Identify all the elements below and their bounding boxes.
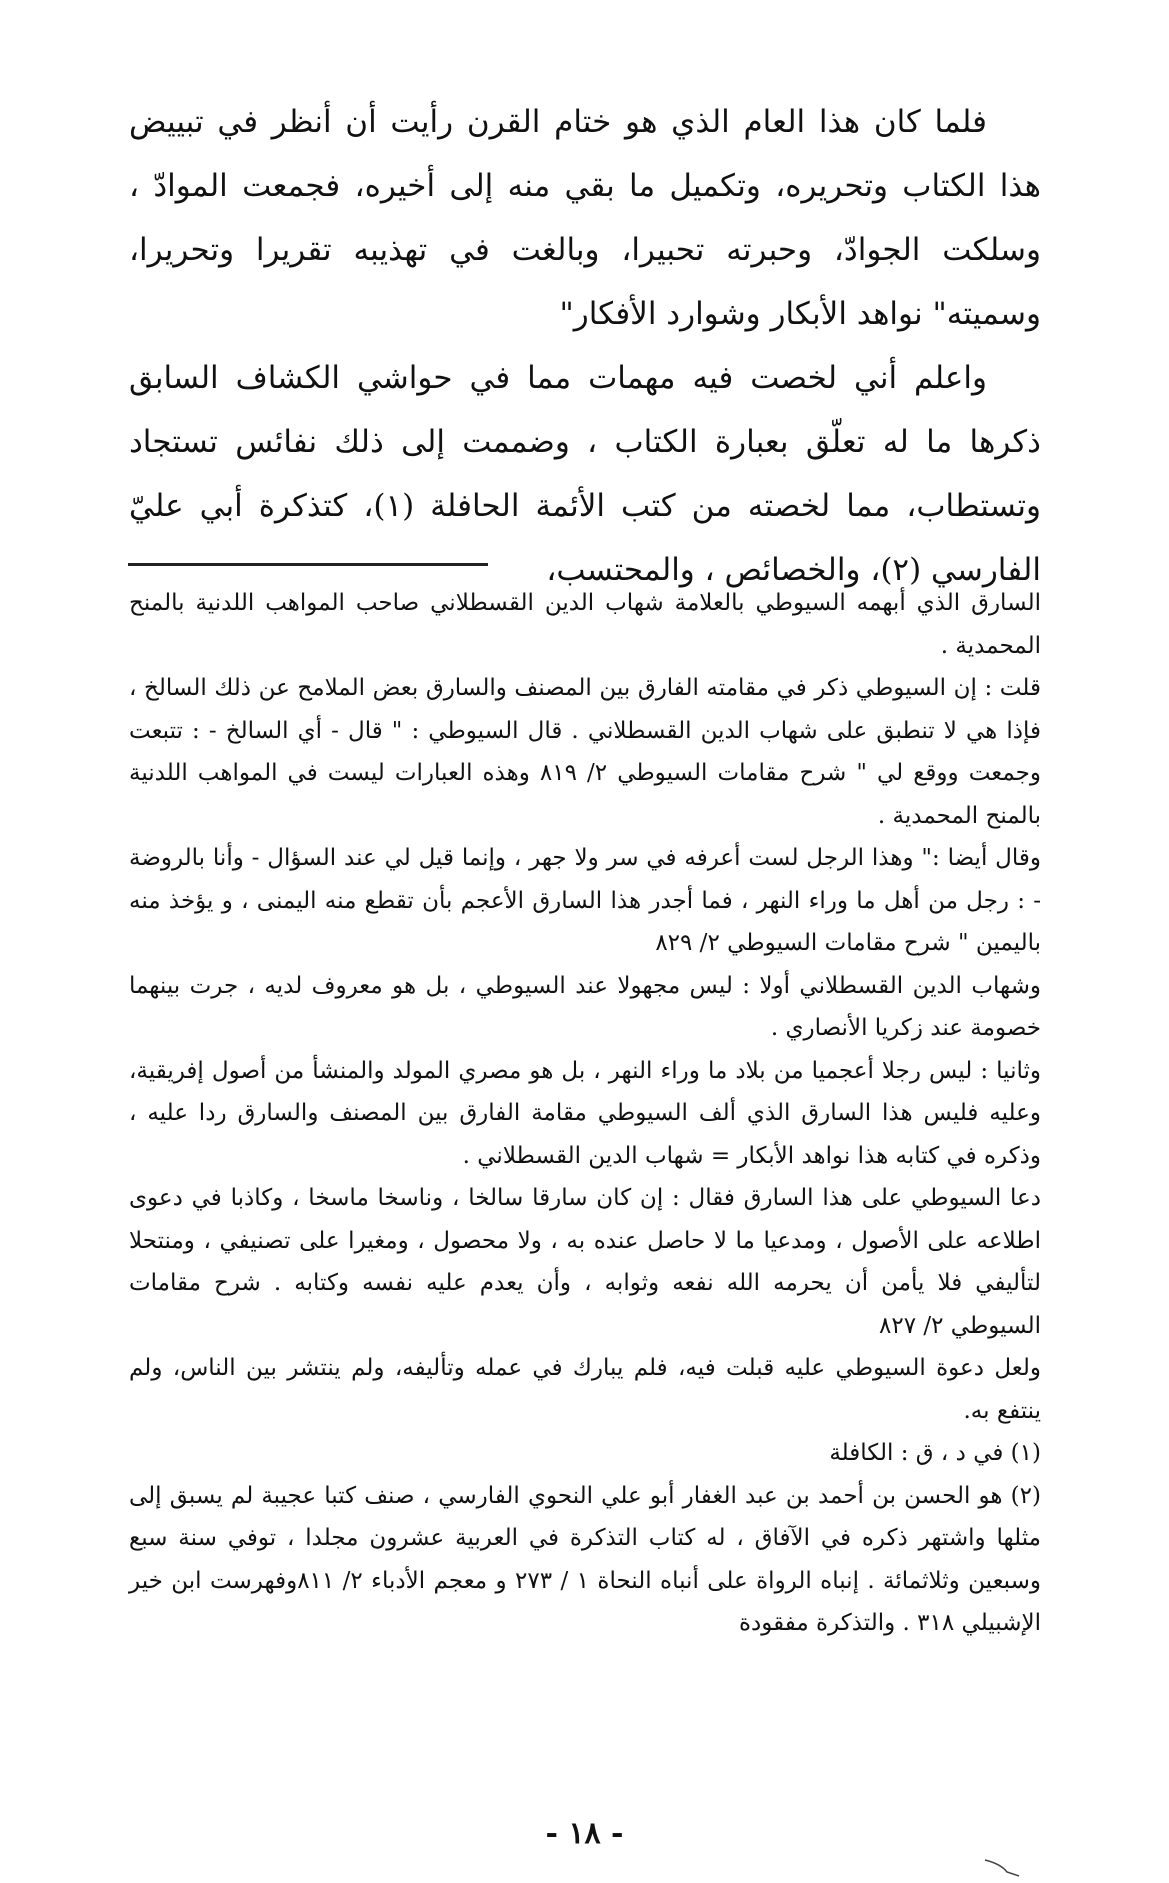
scan-corner-mark <box>983 1858 1021 1878</box>
main-paragraph-2: واعلم أني لخصت فيه مهمات مما في حواشي الكشاف السابق ذكرها ما له تعلّق بعبارة الكتاب ، وضممت إلى ذلك نفائس تستجاد وتستطاب، مما لخصته من كتب الأئمة الحافلة (١)، كتذكرة أبي عليّ الفارسي (٢)، والخصائص ، والمحتسب، <box>129 360 1042 588</box>
footnote-paragraph: دعا السيوطي على هذا السارق فقال : إن كان سارقا سالخا ، وناسخا ماسخا ، وكاذبا في دعوى اطلاعه على الأصول ، ومدعيا ما لا حاصل عنده به ، ولا محصول ، ومغيرا على تصنيفي ، ومنتحلا لتأليفي فلا يأمن أن يحرمه الله نفعه وثوابه ، وأن يعدم عليه نفسه وكتابه . شرح مقامات السيوطي ٢/ ٨٢٧ <box>129 1185 1041 1339</box>
footnote-paragraph: وشهاب الدين القسطلاني أولا : ليس مجهولا عند السيوطي ، بل هو معروف لديه ، جرت بينهما خصومة عند زكريا الأنصاري . <box>129 972 1041 1041</box>
footnote-divider <box>128 563 488 566</box>
main-paragraph-1: فلما كان هذا العام الذي هو ختام القرن رأيت أن أنظر في تبييض هذا الكتاب وتحريره، وتكميل ما بقي منه إلى أخيره، فجمعت الموادّ ، وسلكت الجوادّ، وحبرته تحبيرا، وبالغت في تهذيبه تقريرا وتحريرا، وسميته" نواهد الأبكار وشوارد الأفكار" <box>129 104 1041 332</box>
footnote-paragraph: وثانيا : ليس رجلا أعجميا من بلاد ما وراء النهر ، بل هو مصري المولد والمنشأ من أصول إفريقية، وعليه فليس هذا السارق الذي ألف السيوطي مقامة الفارق بين المصنف والسارق ردا عليه ، وذكره في كتابه هذا نواهد الأبكار = شهاب الدين القسطلاني . <box>129 1057 1041 1169</box>
footnote-paragraph: ولعل دعوة السيوطي عليه قبلت فيه، فلم يبارك في عمله وتأليفه، ولم ينتشر بين الناس، ولم ينتفع به. <box>129 1355 1041 1424</box>
main-text <box>129 90 1041 602</box>
page-number: - ١٨ - <box>545 1816 624 1851</box>
footnotes <box>129 582 1041 1645</box>
footnote-paragraph: السارق الذي أبهمه السيوطي بالعلامة شهاب الدين القسطلاني صاحب المواهب اللدنية بالمنح المحمدية . <box>129 590 1041 659</box>
footnote-paragraph: وقال أيضا :" وهذا الرجل لست أعرفه في سر ولا جهر ، وإنما قيل لي عند السؤال - وأنا بالروضة - : رجل من أهل ما وراء النهر ، فما أجدر هذا السارق الأعجم بأن تقطع منه اليمنى ، و يؤخذ منه باليمين " شرح مقامات السيوطي ٢/ ٨٢٩ <box>129 845 1041 956</box>
footnote-2: (٢) هو الحسن بن أحمد بن عبد الغفار أبو علي النحوي الفارسي ، صنف كتبا عجيبة لم يسبق إلى مثلها واشتهر ذكره في الآفاق ، له كتاب التذكرة في العربية عشرون مجلدا ، توفي سنة سبع وسبعين وثلاثمائة . إنباه الرواة على أنباه النحاة ١ / ٢٧٣ و معجم الأدباء ٢/ ٨١١وفهرست ابن خير الإشبيلي ٣١٨ . والتذكرة مفقودة <box>129 1482 1041 1636</box>
footnote-1: (١) في د ، ق : الكافلة <box>829 1440 1041 1466</box>
footnote-paragraph: قلت : إن السيوطي ذكر في مقامته الفارق بين المصنف والسارق بعض الملامح عن ذلك السالخ ، فإذا هي لا تنطبق على شهاب الدين القسطلاني . قال السيوطي : " قال - أي السالخ - : تتبعت وجمعت ووقع لي " شرح مقامات السيوطي ٢/ ٨١٩ وهذه العبارات ليست في المواهب اللدنية بالمنح المحمدية . <box>129 675 1041 829</box>
